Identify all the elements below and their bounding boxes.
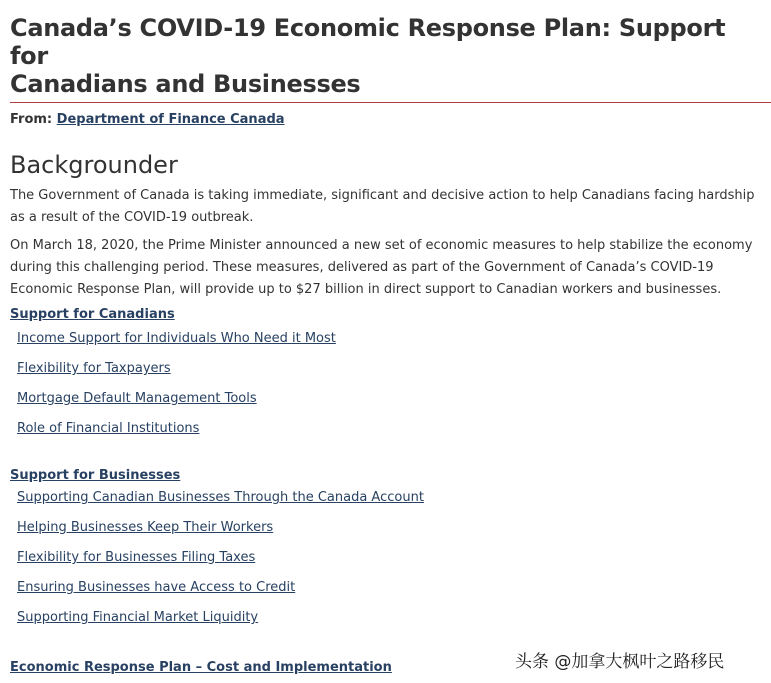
businesses-link-list [10, 483, 761, 633]
list-item [17, 573, 761, 603]
backgrounder-heading: Backgrounder [10, 151, 178, 179]
intro-paragraph: The Government of Canada is taking immediate, significant and decisive action to help Canadians facing hardship as a result of the COVID-19 outbreak. [10, 188, 755, 225]
from-label: From: [10, 112, 53, 127]
page-title-line1: Canada’s COVID-19 Economic Response Plan: Support for [10, 14, 726, 70]
list-item [17, 324, 761, 354]
department-link[interactable]: Department of Finance Canada [56, 112, 285, 127]
watermark: 头条 @加拿大枫叶之路移民 [515, 652, 725, 672]
list-item [17, 414, 761, 444]
support-for-canadians-link[interactable]: Support for Canadians [10, 307, 175, 322]
support-for-businesses-link[interactable]: Support for Businesses [10, 468, 181, 483]
list-item [17, 543, 761, 573]
access-credit-link[interactable]: Ensuring Businesses have Access to Credit [17, 580, 296, 595]
page-title-line2: Canadians and Businesses [10, 70, 361, 98]
list-item [17, 384, 761, 414]
list-item [17, 603, 761, 633]
section-businesses [10, 468, 761, 633]
list-item [17, 354, 761, 384]
income-support-link[interactable]: Income Support for Individuals Who Need it Most [17, 331, 336, 346]
list-item [17, 513, 761, 543]
mortgage-default-link[interactable]: Mortgage Default Management Tools [17, 391, 257, 406]
cost-implementation-link[interactable]: Economic Response Plan – Cost and Implementation [10, 660, 392, 675]
canada-account-link[interactable]: Supporting Canadian Businesses Through the Canada Account [17, 490, 424, 505]
from-line [10, 112, 761, 127]
market-liquidity-link[interactable]: Supporting Financial Market Liquidity [17, 610, 259, 625]
flexibility-taxpayers-link[interactable]: Flexibility for Taxpayers [17, 361, 171, 376]
canadians-link-list [10, 324, 761, 444]
filing-taxes-link[interactable]: Flexibility for Businesses Filing Taxes [17, 550, 256, 565]
list-item [17, 483, 761, 513]
keep-workers-link[interactable]: Helping Businesses Keep Their Workers [17, 520, 274, 535]
page-title [10, 0, 771, 103]
section-canadians [10, 307, 761, 444]
measures-paragraph: On March 18, 2020, the Prime Minister announced a new set of economic measures to help stabilize the economy during this challenging period. These measures, delivered as part of the Government of Canada’s COVID-19 Economic Response Plan, will provide up to $27 billion in direct support to Canadian workers and businesses. [10, 238, 753, 297]
financial-institutions-link[interactable]: Role of Financial Institutions [17, 421, 200, 436]
